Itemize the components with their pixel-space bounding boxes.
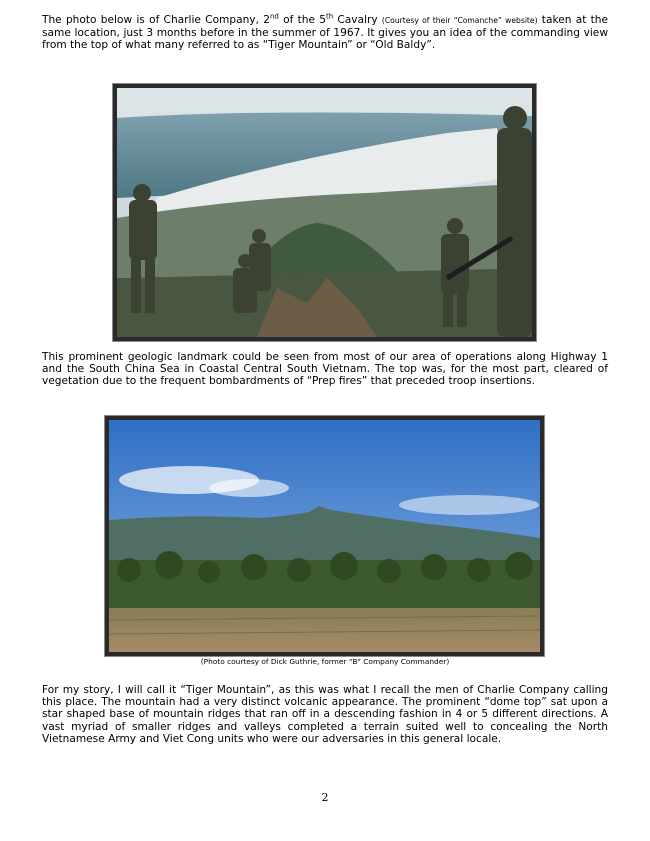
page-number: 2 [321, 791, 329, 804]
intro-text-2: of the 5 [278, 14, 326, 26]
photo-caption: (Photo courtesy of Dick Guthrie, former “B” Company Commander) [200, 657, 450, 666]
intro-text-4: taken at the same location, just 3 months before in the summer of 1967. It gives you an idea of the commanding view from the top of what many referred to as “Tiger Mountain” or “Old Baldy”. [42, 14, 608, 52]
intro-text-3: Cavalry [333, 14, 382, 26]
website-courtesy-note: (Courtesy of their “Comanche” website) [381, 16, 538, 25]
ordinal-suffix-5th: th [325, 12, 334, 21]
ordinal-suffix-2nd: nd [269, 12, 279, 21]
tiger-mountain-photo [105, 416, 544, 656]
intro-text-1: The photo below is of Charlie Company, 2 [42, 14, 270, 26]
story-paragraph: For my story, I will call it “Tiger Mountain”, as this was what I recall the men of Charlie Company calling this place. The mountain had a very distinct volcanic appearance. The prominent “dome top” sat upon a star shaped base of mountain ridges that ran off in a descending fashion in 4 or 5 different directions. A vast myriad of smaller ridges and valleys completed a terrain suited well to concealing the North Vietnamese Army and Viet Cong units who were our adversaries in this general locale. [42, 684, 608, 745]
landmark-paragraph: This prominent geologic landmark could be seen from most of our area of operations along Highway 1 and the South China Sea in Coastal Central South Vietnam. The top was, for the most part, cleared of vegetation due to the frequent bombardments of “Prep fires” that preceded troop insertions. [42, 351, 608, 388]
mountain-summit-photo [113, 84, 536, 341]
intro-paragraph [42, 14, 608, 52]
